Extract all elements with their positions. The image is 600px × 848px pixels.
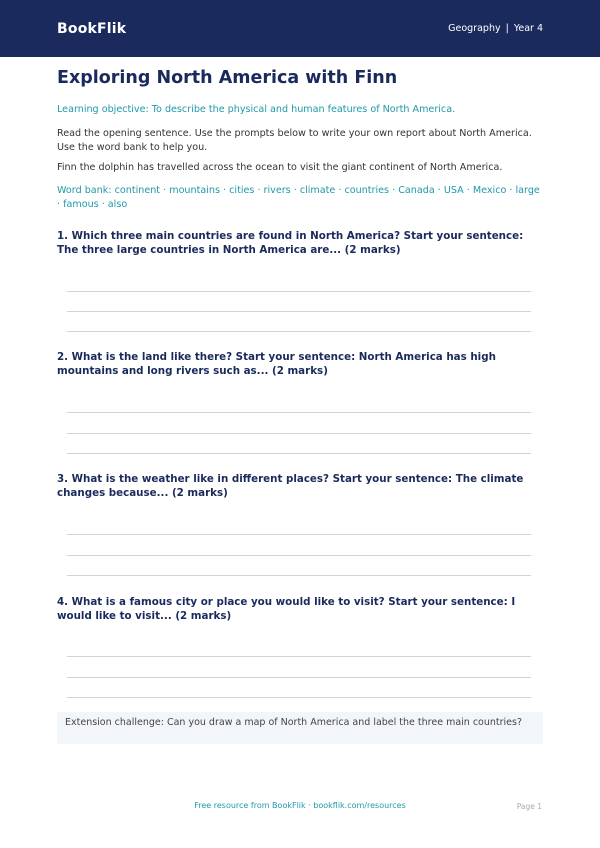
page-header: [0, 0, 600, 57]
word-bank: Word bank: continent · mountains · cities · rivers · climate · countries · Canada · USA · Mexico · large · famous · also: [57, 185, 540, 210]
meta-separator: |: [505, 23, 509, 34]
answer-line[interactable]: [67, 433, 531, 434]
extension-challenge: Extension challenge: Can you draw a map of North America and label the three main countries?: [57, 712, 543, 744]
learning-objective: Learning objective: To describe the physical and human features of North America.: [57, 104, 456, 115]
answer-line[interactable]: [67, 575, 531, 576]
question-3: 3. What is the weather like in different places? Start your sentence: The climate changes because... (2 marks): [57, 473, 524, 499]
header-meta: [448, 23, 543, 34]
opening-sentence: Finn the dolphin has travelled across the ocean to visit the giant continent of North America.: [57, 162, 503, 173]
instructions-text: Read the opening sentence. Use the prompts below to write your own report about North America. Use the word bank to help you.: [57, 128, 532, 153]
worksheet-intro: [57, 65, 544, 212]
year-label: Year 4: [513, 23, 543, 34]
answer-line[interactable]: [67, 677, 531, 678]
answer-line[interactable]: [67, 412, 531, 413]
page-title: Exploring North America with Finn: [57, 68, 398, 88]
question-1: 1. Which three main countries are found in North America? Start your sentence: The three large countries in North America are... (2 marks): [57, 230, 524, 256]
question-4: 4. What is a famous city or place you would like to visit? Start your sentence: I would like to visit... (2 marks): [57, 596, 516, 622]
answer-line[interactable]: [67, 656, 531, 657]
question-2: 2. What is the land like there? Start your sentence: North America has high mountains and long rivers such as... (2 marks): [57, 351, 496, 377]
answer-line[interactable]: [67, 697, 531, 698]
answer-line[interactable]: [67, 453, 531, 454]
answer-line[interactable]: [67, 331, 531, 332]
brand-logo: BookFlik: [57, 20, 127, 37]
answer-line[interactable]: [67, 534, 531, 535]
answer-line[interactable]: [67, 291, 531, 292]
answer-line[interactable]: [67, 311, 531, 312]
subject-label: Geography: [448, 23, 501, 34]
answer-line[interactable]: [67, 555, 531, 556]
page-number: Page 1: [516, 802, 542, 811]
footer-text: Free resource from BookFlik · bookflik.com/resources: [194, 801, 406, 810]
